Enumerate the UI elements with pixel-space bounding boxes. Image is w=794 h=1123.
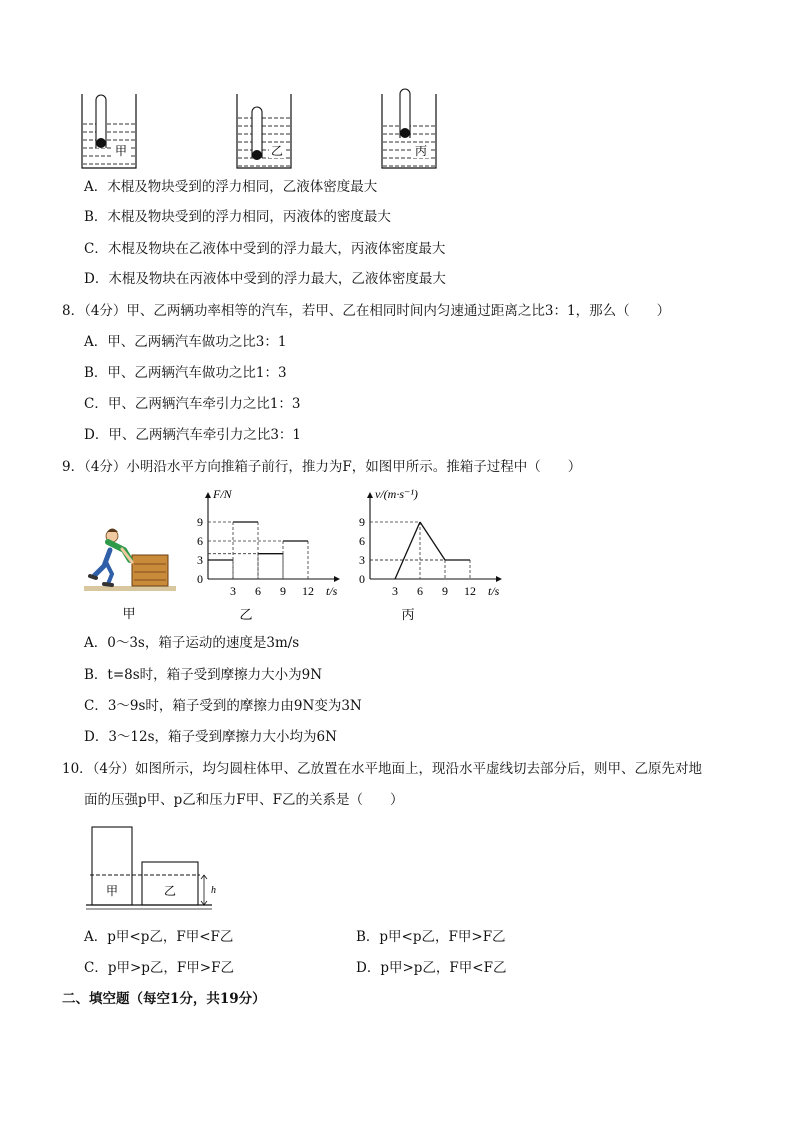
q10-option-a: A．p甲<p乙，F甲<F乙 <box>84 929 234 945</box>
x-axis-label: t/s <box>488 584 500 598</box>
q8-option-d: D．甲、乙两辆汽车牵引力之比3：1 <box>84 427 302 443</box>
velocity-segment-1 <box>420 522 445 560</box>
beaker-label-bing: 丙 <box>415 144 428 158</box>
x-tick-label: 12 <box>302 584 314 598</box>
velocity-segment-0 <box>395 522 420 579</box>
beaker-yi <box>237 94 291 168</box>
y-tick-label: 3 <box>359 553 365 567</box>
y-tick-label: 9 <box>359 515 365 529</box>
q10-stem-line1: 10．（4分）如图所示，均匀圆柱体甲、乙放置在水平地面上，现沿水平虚线切去部分后，则甲、乙原先对地 <box>62 761 703 777</box>
q7-option-a: A．木棍及物块受到的浮力相同，乙液体密度最大 <box>84 179 378 195</box>
y-tick-label: 0 <box>197 572 203 586</box>
q9-chart-force <box>188 482 358 627</box>
x-tick-label: 6 <box>255 584 261 598</box>
y-tick-label: 9 <box>197 515 203 529</box>
q9-option-a: A．0～3s，箱子运动的速度是3m/s <box>84 635 300 651</box>
x-axis-arrow <box>334 576 340 582</box>
q10-cylinders-figure <box>84 822 224 914</box>
x-tick-label: 9 <box>280 584 286 598</box>
y-axis-label: v/(m·s⁻¹) <box>375 487 418 501</box>
x-axis-label: t/s <box>326 584 338 598</box>
q9-option-c: C．3～9s时，箱子受到的摩擦力由9N变为3N <box>84 698 362 714</box>
q9-option-b: B．t=8s时，箱子受到摩擦力大小为9N <box>84 667 323 683</box>
q7-option-c: C．木棍及物块在乙液体中受到的浮力最大，丙液体密度最大 <box>84 241 446 257</box>
q9-stem: 9．（4分）小明沿水平方向推箱子前行，推力为F，如图甲所示。推箱子过程中（ ） <box>62 459 582 475</box>
q8-option-c: C．甲、乙两辆汽车牵引力之比1：3 <box>84 396 301 412</box>
q8-option-a: A．甲、乙两辆汽车做功之比3：1 <box>84 334 287 350</box>
q9-option-d: D．3～12s，箱子受到摩擦力大小均为6N <box>84 729 337 745</box>
y-tick-label: 6 <box>359 534 365 548</box>
y-axis-label: F/N <box>213 487 232 501</box>
q8-option-b: B．甲、乙两辆汽车做功之比1：3 <box>84 365 287 381</box>
y-axis-arrow <box>367 492 373 498</box>
y-tick-label: 0 <box>359 572 365 586</box>
beaker-bing <box>382 89 436 168</box>
q9-fig-label-jia: 甲 <box>122 606 136 621</box>
q9-chart-velocity <box>350 482 520 627</box>
ground <box>84 586 176 591</box>
beaker-label-jia: 甲 <box>115 144 128 158</box>
q7-beakers-figure <box>70 88 450 173</box>
wooden-box <box>132 555 168 586</box>
q10-option-b: B．p甲<p乙，F甲>F乙 <box>356 929 506 945</box>
cylinder-label-jia: 甲 <box>105 884 119 898</box>
cylinder-label-yi: 乙 <box>163 884 177 898</box>
q9-fig-jia <box>82 512 182 622</box>
x-axis-arrow <box>496 576 502 582</box>
q7-option-b: B．木棍及物块受到的浮力相同，丙液体的密度最大 <box>84 209 391 225</box>
q10-option-d: D．p甲>p乙，F甲<F乙 <box>356 960 507 976</box>
height-label-h: h <box>211 885 216 896</box>
x-tick-label: 3 <box>230 584 236 598</box>
q8-stem: 8．（4分）甲、乙两辆功率相等的汽车，若甲、乙在相同时间内匀速通过距离之比3：1，那么（ ） <box>62 303 671 319</box>
chart-caption: 乙 <box>239 607 253 622</box>
boy-pushing <box>90 529 132 586</box>
y-axis-arrow <box>205 492 211 498</box>
q10-stem-line2: 面的压强p甲、p乙和压力F甲、F乙的关系是（ ） <box>84 792 404 808</box>
x-tick-label: 9 <box>442 584 448 598</box>
x-tick-label: 3 <box>392 584 398 598</box>
y-tick-label: 6 <box>197 534 203 548</box>
x-tick-label: 12 <box>464 584 476 598</box>
q10-option-c: C．p甲>p乙，F甲>F乙 <box>84 960 234 976</box>
chart-caption: 丙 <box>401 607 415 622</box>
x-tick-label: 6 <box>417 584 423 598</box>
q7-option-d: D．木棍及物块在丙液体中受到的浮力最大，乙液体密度最大 <box>84 271 446 287</box>
beaker-label-yi: 乙 <box>271 144 284 158</box>
section2-heading: 二、填空题（每空1分，共19分） <box>62 991 266 1007</box>
beaker-jia <box>82 94 136 168</box>
y-tick-label: 3 <box>197 553 203 567</box>
